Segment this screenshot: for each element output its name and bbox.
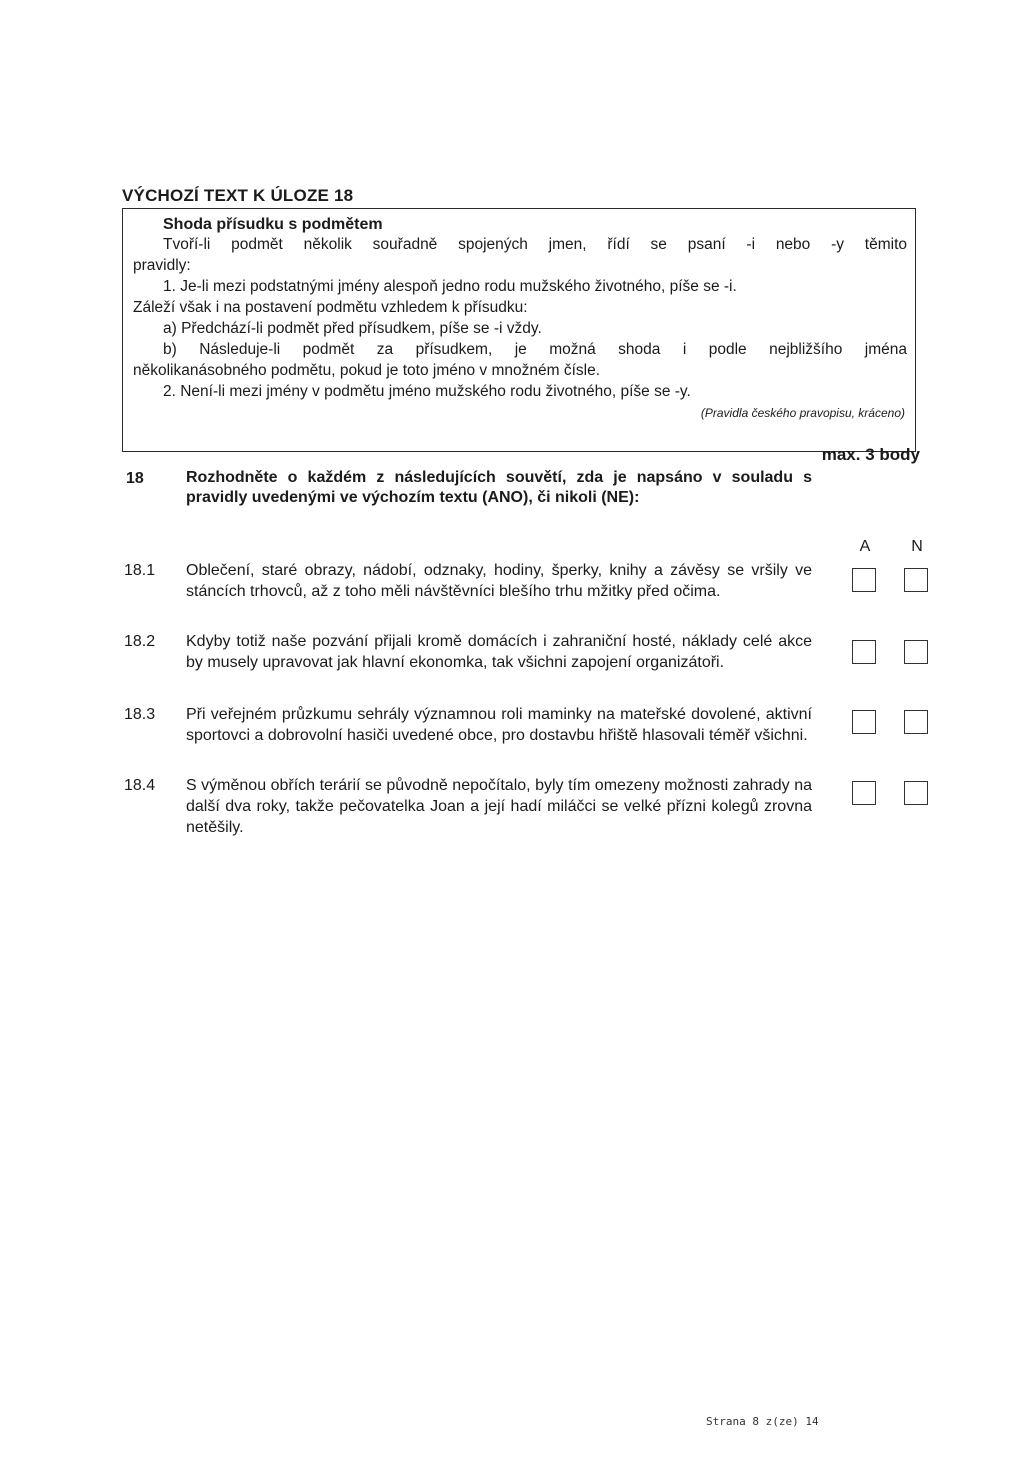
task-instruction: Rozhodněte o každém z následujících souvětí, zda je napsáno v souladu s pravidly uvedenými ve výchozím textu (ANO), či nikoli (NE): xyxy=(186,469,812,506)
source-line: 1. Je-li mezi podstatnými jmény alespoň jedno rodu mužského životného, píše se -i. xyxy=(163,278,737,295)
answer-no-checkbox[interactable] xyxy=(904,710,928,734)
answer-yes-checkbox[interactable] xyxy=(852,781,876,805)
question-text: Kdyby totiž naše pozvání přijali kromě domácích i zahraniční hosté, náklady celé akce by musely upravovat jak hlavní ekonomka, tak všichni zapojení organizátoři. xyxy=(186,633,812,671)
section-title: VÝCHOZÍ TEXT K ÚLOZE 18 xyxy=(122,186,354,205)
question-number: 18.2 xyxy=(124,633,156,650)
question-text: S výměnou obřích terárií se původně nepočítalo, byly tím omezeny možnosti zahrady na další dva roky, takže pečovatelka Joan a její hadí miláčci se velké přízni kolegů zrovna netěšily. xyxy=(186,777,812,836)
source-heading: Shoda přísudku s podmětem xyxy=(163,216,383,233)
answer-yes-checkbox[interactable] xyxy=(852,640,876,664)
answer-no-checkbox[interactable] xyxy=(904,781,928,805)
answer-yes-checkbox[interactable] xyxy=(852,568,876,592)
max-points: max. 3 body xyxy=(821,445,920,464)
source-text-box xyxy=(122,208,916,452)
question-number: 18.1 xyxy=(124,562,156,579)
answer-no-checkbox[interactable] xyxy=(904,640,928,664)
column-yes-label: A xyxy=(859,538,871,555)
source-line: Tvoří-li podmět několik souřadně spojených jmen, řídí se psaní -i nebo -y těmito xyxy=(163,236,907,253)
source-line: a) Předchází-li podmět před přísudkem, píše se -i vždy. xyxy=(163,320,542,337)
question-text: Oblečení, staré obrazy, nádobí, odznaky, hodiny, šperky, knihy a závěsy se vršily ve stáncích trhovců, až z toho měli návštěvníci blešího trhu mžitky před očima. xyxy=(186,562,812,600)
question-number: 18.4 xyxy=(124,777,156,794)
source-citation: (Pravidla českého pravopisu, kráceno) xyxy=(700,406,905,420)
task-number: 18 xyxy=(126,470,144,487)
answer-no-checkbox[interactable] xyxy=(904,568,928,592)
source-line: b) Následuje-li podmět za přísudkem, je možná shoda i podle nejbližšího jména xyxy=(163,341,907,358)
page-footer: Strana 8 z(ze) 14 xyxy=(706,1415,819,1428)
answer-yes-checkbox[interactable] xyxy=(852,710,876,734)
source-line: pravidly: xyxy=(133,257,191,274)
source-line: několikanásobného podmětu, pokud je toto jméno v množném čísle. xyxy=(133,362,601,379)
source-line: 2. Není-li mezi jmény v podmětu jméno mužského rodu životného, píše se -y. xyxy=(163,383,691,400)
question-number: 18.3 xyxy=(124,706,156,723)
question-text: Při veřejném průzkumu sehrály významnou roli maminky na mateřské dovolené, aktivní sportovci a dobrovolní hasiči uvedené obce, pro dostavbu hřiště hlasovali téměř všichni. xyxy=(186,706,812,744)
column-no-label: N xyxy=(911,538,923,555)
source-line: Záleží však i na postavení podmětu vzhledem k přísudku: xyxy=(133,299,528,316)
